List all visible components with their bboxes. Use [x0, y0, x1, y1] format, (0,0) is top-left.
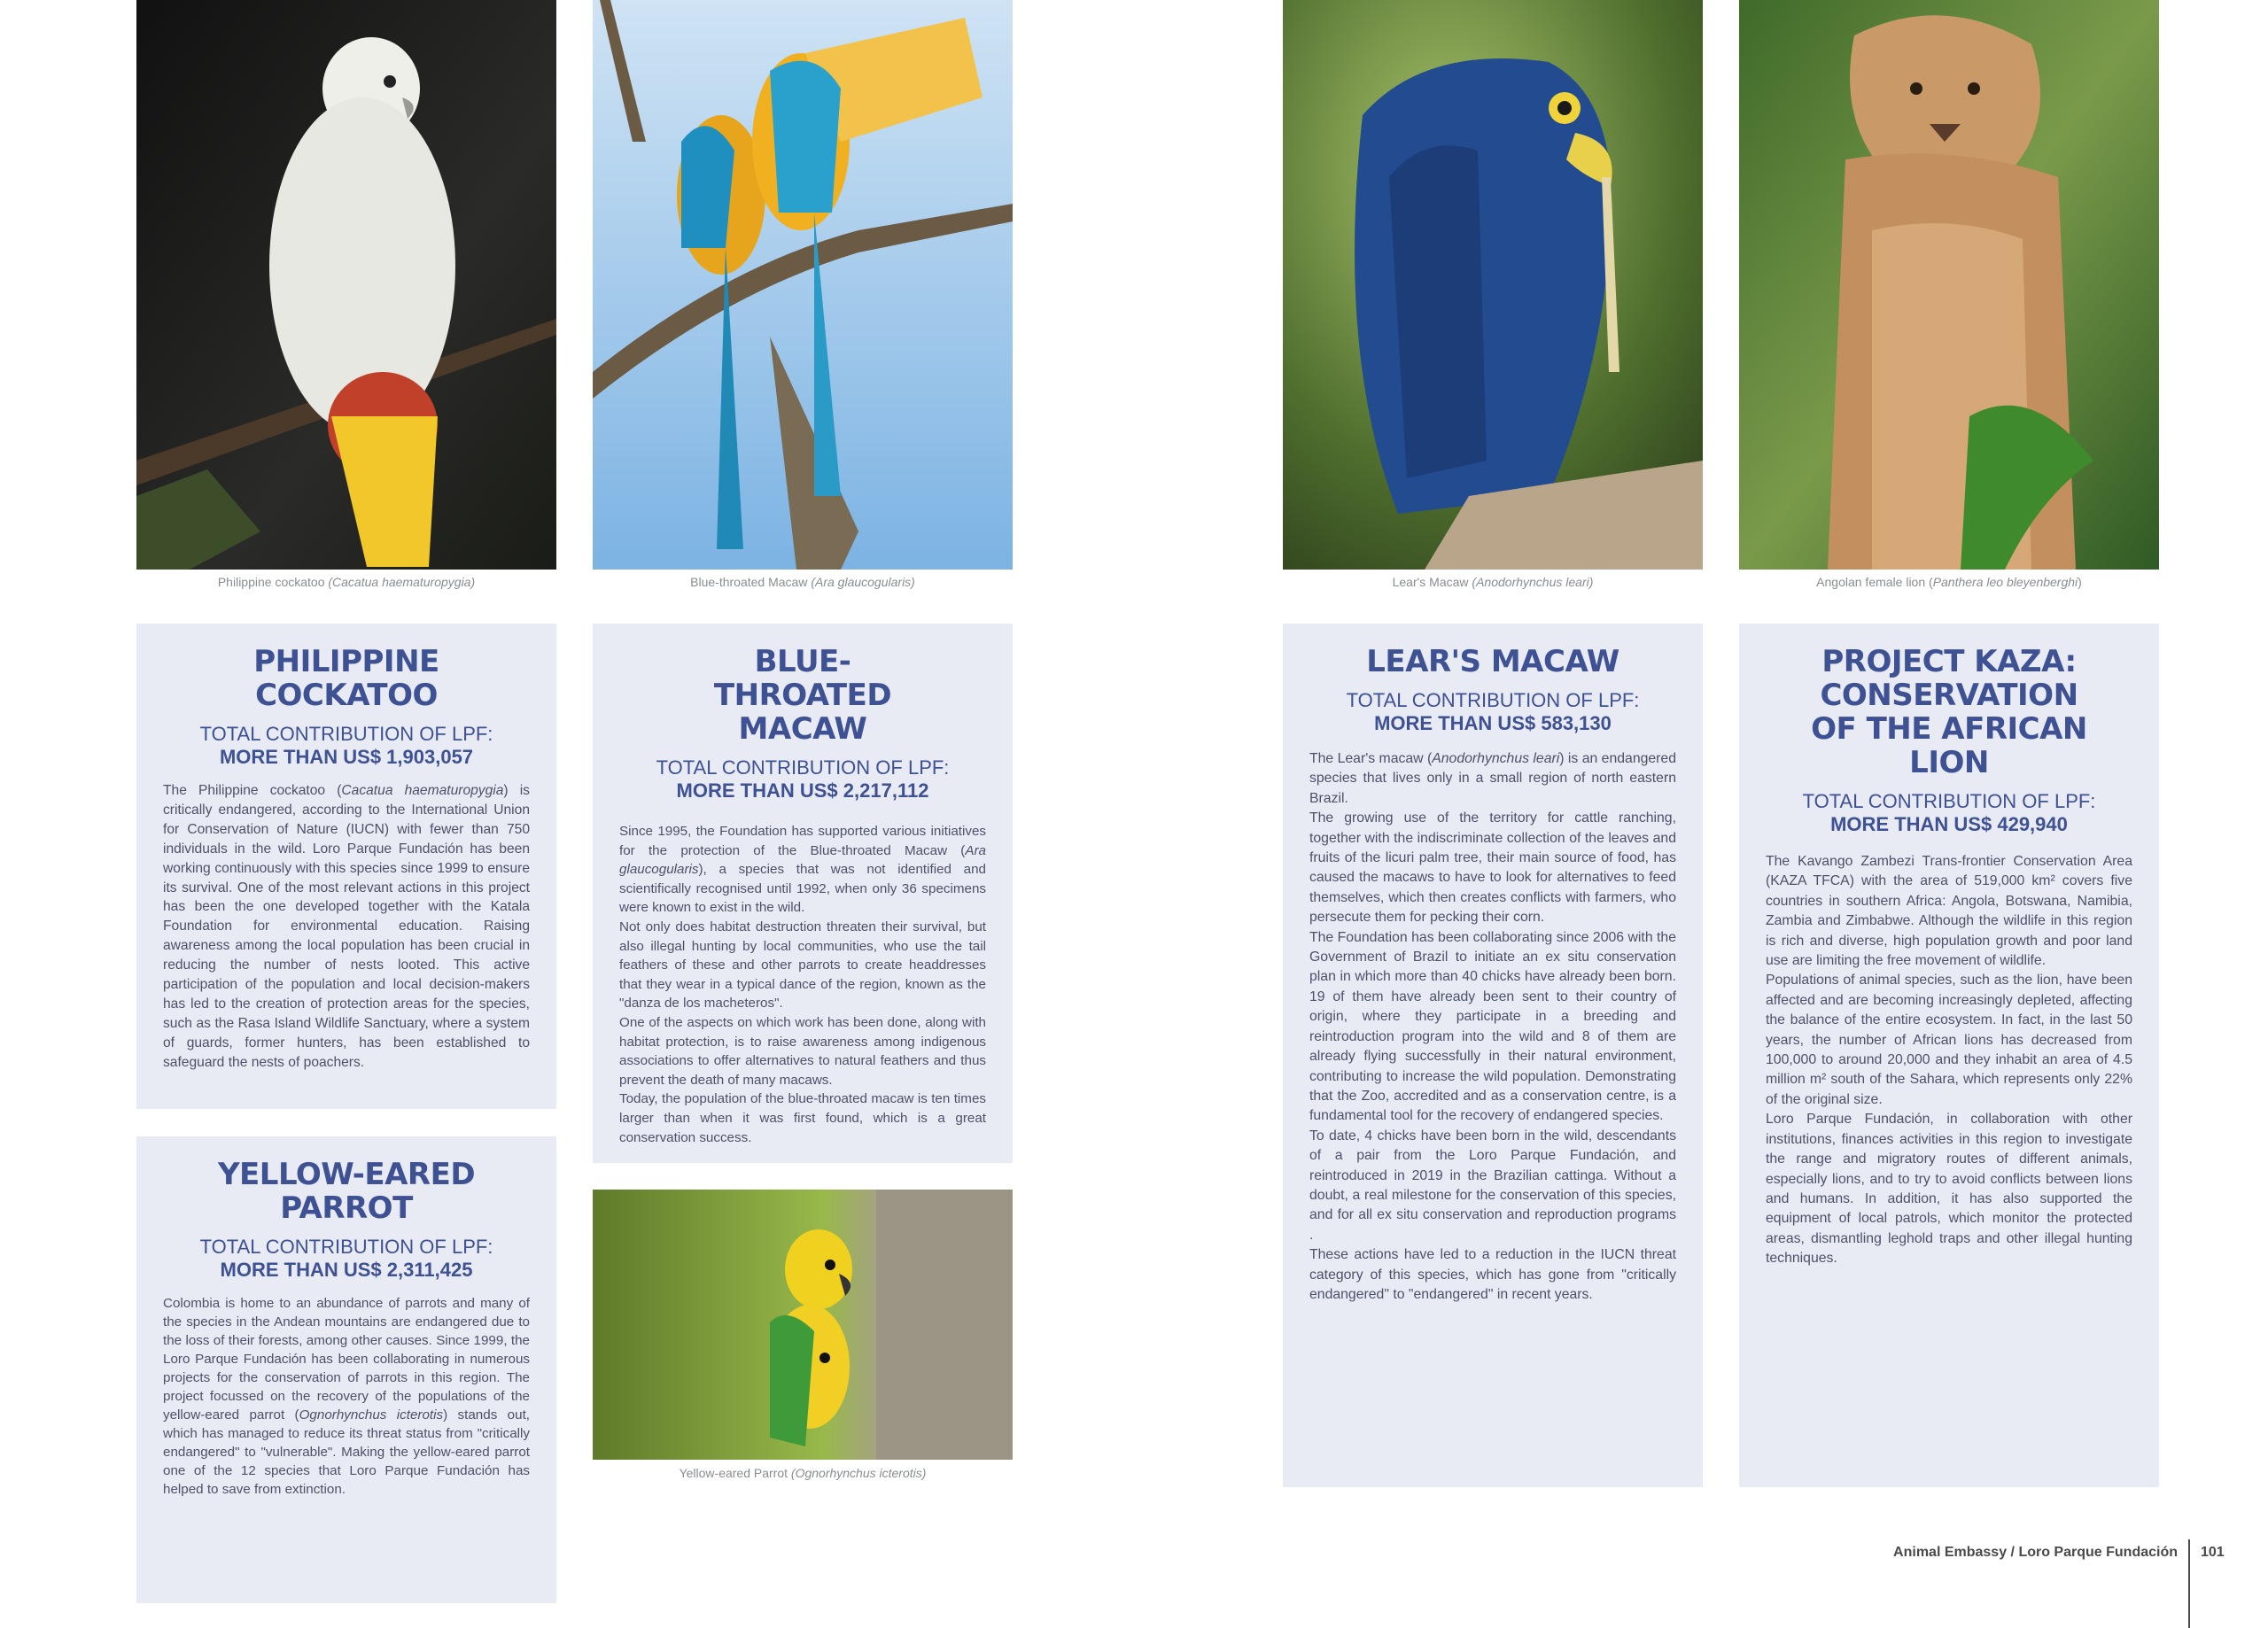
footer-divider [2188, 1539, 2190, 1628]
body-paragraph: These actions have led to a reduction in the IUCN threat category of this species, which has gone from "critically endangered" to "endangered" in recent years. [1309, 1247, 1676, 1302]
section-title: LEAR'S MACAW [1366, 644, 1619, 679]
photo-angolan-lion [1739, 0, 2159, 570]
section-title: BLUE-THROATED MACAW [713, 644, 892, 747]
section-title: PROJECT KAZA: CONSERVATION OF THE AFRICAN LION [1811, 644, 2087, 780]
caption-species: (Ara glaucogularis) [811, 575, 915, 589]
section-project-kaza [1739, 624, 2159, 1487]
body-species: Cacatua haematuropygia [341, 783, 504, 798]
body-paragraph: Loro Parque Fundación, in collaboration with other institutions, finances activities in this region to investigate the range and migratory routes of different animals, especially lions, and to try to avoid conflicts between lions and humans. In addition, it has also supported the equipment of local patrols, which monitor the protected areas, dismantling leghold traps and other illegal hunting techniques. [1766, 1112, 2132, 1267]
footer-publication-title: Animal Embassy / Loro Parque Fundación [1893, 1545, 2178, 1560]
caption-text-end: ) [2078, 575, 2082, 589]
caption-species: Panthera leo bleyenberghi [1932, 575, 2078, 589]
caption-species: (Cacatua haematuropygia) [328, 575, 476, 589]
body-paragraph: One of the aspects on which work has been done, along with habitat protection, is to raise awareness among indigenous associations to offer alternatives to natural feathers and thus prevent the death of many macaws. [619, 1014, 986, 1088]
contribution-amount: MORE THAN US$ 2,311,425 [220, 1259, 473, 1281]
body-paragraph: The growing use of the territory for cattle ranching, together with the indiscriminate collection of the leaves and fruits of the licuri palm tree, their main source of food, has caused the macaws to have to look for alternatives to feed themselves, which then creates conflicts with farmers, who persecute them for pecking their corn. [1309, 810, 1676, 926]
body-paragraph: Today, the population of the blue-throated macaw is ten times larger than when it was first found, which is a great conservation success. [619, 1091, 986, 1145]
body-paragraph: To date, 4 chicks have been born in the wild, descendants of a pair from the Loro Parque Fundación, and reintroduced in 2019 in the Brazilian cattinga. Without a doubt, a real milestone for the conservation of this species, and for all ex situ conservation and reproduction programs . [1309, 1128, 1676, 1243]
contribution-label: TOTAL CONTRIBUTION OF LPF: [199, 723, 493, 745]
body-text: ), a species that was not identified and scientifically recognised until 1992, when only 36 specimens were known to exist in the wild. [619, 862, 986, 916]
caption-species: (Anodorhynchus leari) [1472, 575, 1594, 589]
body-text: ) stands out, which has managed to reduce its threat status from "critically endangered" to "vulnerable". Making the yellow-eared parrot one of the 12 species that Loro Parque Fundación has helped to save from extinction. [163, 1407, 531, 1497]
photo-philippine-cockatoo [136, 0, 556, 570]
section-body [619, 822, 986, 1147]
caption-blue-throated-macaw [593, 575, 1013, 589]
caption-philippine-cockatoo [136, 575, 556, 589]
section-body [163, 1294, 530, 1499]
caption-text: Philippine cockatoo [217, 575, 329, 589]
contribution-label: TOTAL CONTRIBUTION OF LPF: [1346, 689, 1640, 711]
section-lears-macaw [1283, 624, 1703, 1487]
contribution-label: TOTAL CONTRIBUTION OF LPF: [656, 756, 950, 779]
section-body [1309, 749, 1676, 1305]
caption-angolan-lion [1739, 575, 2159, 589]
body-paragraph: Not only does habitat destruction threaten their survival, but also illegal hunting by local communities, who use the tail feathers of these and other parrots to create headdresses that they wear in a typical dance of the region, known as the "danza de los macheteros". [619, 919, 986, 1012]
caption-yellow-eared-parrot [593, 1466, 1013, 1480]
body-text: The Philippine cockatoo ( [163, 783, 342, 798]
body-text: ) is an endangered species that lives only in a small region of north eastern Brazil. [1309, 751, 1677, 806]
contribution-amount: MORE THAN US$ 583,130 [1374, 712, 1612, 734]
caption-species: (Ognorhynchus icterotis) [790, 1466, 927, 1480]
caption-lears-macaw [1283, 575, 1703, 589]
body-species: Anodorhynchus leari [1432, 751, 1560, 766]
section-title: YELLOW-EARED PARROT [217, 1157, 476, 1226]
caption-text: Lear's Macaw [1392, 575, 1472, 589]
section-body [1766, 852, 2132, 1269]
body-paragraph: The Kavango Zambezi Trans-frontier Conservation Area (KAZA TFCA) with the area of 519,000 km² covers five countries in southern Africa: Angola, Botswana, Namibia, Zambia and Zimbabwe. Although the wildlife in this region is rich and diverse, high population growth and poor land use are limiting the free movement of wildlife. [1766, 854, 2132, 969]
body-text: The Lear's macaw ( [1309, 751, 1433, 766]
section-yellow-eared-parrot [136, 1136, 556, 1603]
section-title: PHILIPPINE COCKATOO [253, 644, 439, 713]
body-species: Ara glaucogularis [619, 842, 986, 878]
photo-blue-throated-macaw [593, 0, 1013, 570]
section-philippine-cockatoo [136, 624, 556, 1109]
contribution-label: TOTAL CONTRIBUTION OF LPF: [199, 1236, 493, 1258]
section-body [163, 781, 530, 1073]
contribution-amount: MORE THAN US$ 1,903,057 [219, 746, 474, 768]
body-text: ) is critically endangered, according to the International Union for Conservation of Nature (IUCN) with fewer than 750 individuals in the wild. Loro Parque Fundación has been working continuously with this species since 1999 to ensure its survival. One of the most relevant actions in this project has been the one developed together with the Katala Foundation for environmental education. Raising awareness among the local population has been crucial in reducing the number of nests looted. This active participation of the population and local decision-makers has led to the creation of protection areas for the species, such as the Rasa Island Wildlife Sanctuary, where a system of guards, former hunters, has been established to safeguard the nests of poachers. [163, 783, 530, 1070]
body-paragraph: Populations of animal species, such as the lion, have been affected and are becoming increasingly depleted, affecting the balance of the entire ecosystem. In fact, in the last 50 years, the number of African lions has decreased from 100,000 to around 20,000 and they inhabit an area of 4.5 million m² south of the Sahara, which represents only 22% of the original size. [1766, 973, 2132, 1107]
body-paragraph: The Foundation has been collaborating since 2006 with the Government of Brazil to initiate an ex situ conservation plan in which more than 40 chicks have already been born. 19 of them have already been sent to their country of origin, where they participate in a breeding and reintroduction program into the wild and 8 of them are already flying successfully in their natural environment, contributing to increase the wild population. Demonstrating that the Zoo, accredited and as a conservation centre, is a fundamental tool for the recovery of endangered species. [1309, 929, 1676, 1124]
caption-text: Angolan female lion ( [1816, 575, 1933, 589]
body-text: Since 1995, the Foundation has supported various initiatives for the protection of the Blue-throated Macaw ( [619, 824, 986, 858]
contribution-amount: MORE THAN US$ 2,217,112 [676, 779, 929, 802]
caption-text: Yellow-eared Parrot [679, 1466, 791, 1480]
photo-yellow-eared-parrot [593, 1190, 1013, 1460]
body-species: Ognorhynchus icterotis [299, 1407, 444, 1423]
photo-lears-macaw [1283, 0, 1703, 570]
body-text: Colombia is home to an abundance of parrots and many of the species in the Andean mountains are endangered due to the loss of their forests, among other causes. Since 1999, the Loro Parque Fundación has been collaborating in numerous projects for the conservation of parrots in this region. The project focussed on the recovery of the populations of the yellow-eared parrot ( [163, 1296, 530, 1423]
contribution-amount: MORE THAN US$ 429,940 [1830, 813, 2068, 835]
section-blue-throated-macaw [593, 624, 1013, 1163]
page-number: 101 [2201, 1545, 2225, 1560]
caption-text: Blue-throated Macaw [690, 575, 812, 589]
contribution-label: TOTAL CONTRIBUTION OF LPF: [1802, 790, 2096, 812]
